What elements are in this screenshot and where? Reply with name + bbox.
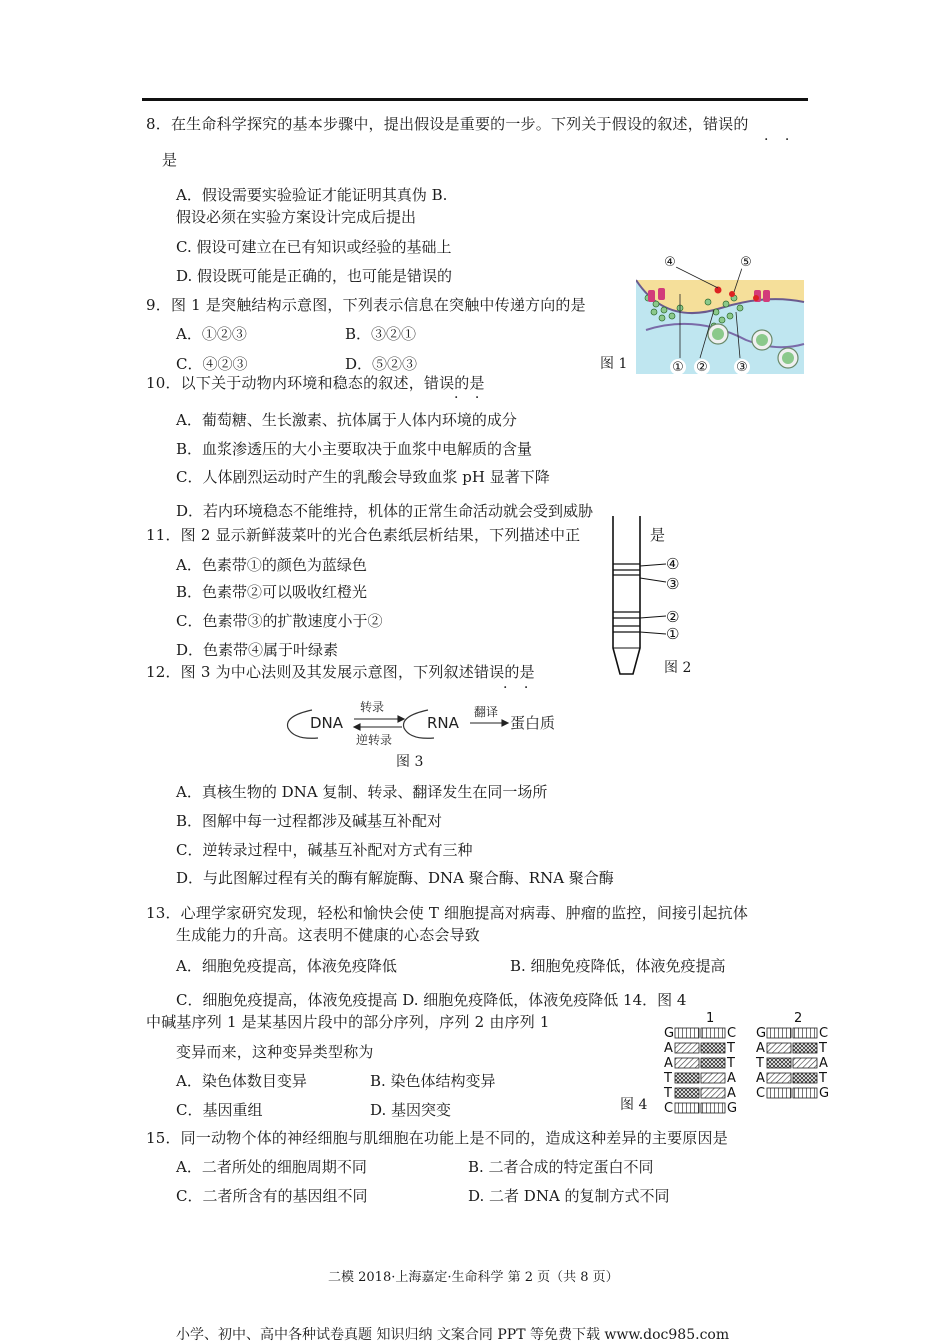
q15-option-a: A．二者所处的细胞周期不同 [176,1158,367,1176]
q13-option-a: A．细胞免疫提高，体液免疫降低 [176,957,397,975]
seq1-base-right: A [727,1071,736,1086]
figure-2-chromatography-diagram [600,508,700,678]
seq2-base-block [767,1028,791,1038]
seq2-base-left: A [756,1041,765,1056]
q10-option-d: D．若内环境稳态不能维持，机体的正常生命活动就会受到威胁 [176,502,594,520]
figure-1-label-5: ⑤ [740,255,752,270]
q12-stem: 12．图 3 为中心法则及其发展示意图，下列叙述错误的是 [146,663,535,681]
figure-3-dna: DNA [310,714,344,732]
seq2-base-left: C [756,1086,766,1101]
seq2-base-block [793,1073,817,1083]
seq2-base-block [793,1043,817,1053]
page-footer: 二模 2018·上海嘉定·生命科学 第 2 页（共 8 页） [328,1270,619,1285]
q15-option-c: C．二者所含有的基因组不同 [176,1187,368,1205]
q13-stem-cont: 生成能力的升高。这表明不健康的心态会导致 [176,926,481,944]
q9-option-d: D．⑤②③ [345,355,418,373]
seq1-base-left: G [664,1026,675,1041]
seq1-base-block [675,1043,699,1053]
seq1-base-block [675,1028,699,1038]
figure-4-header-2: 2 [794,1011,803,1026]
seq1-base-right: T [727,1056,735,1071]
figure-3-reverse-transcription-label: 逆转录 [356,733,393,747]
seq1-base-block [701,1028,725,1038]
seq2-base-left: A [756,1071,765,1086]
seq1-base-right: A [727,1086,736,1101]
seq2-base-right: G [819,1086,830,1101]
seq1-base-block [675,1088,699,1098]
seq2-base-left: G [756,1026,767,1041]
seq2-base-right: C [819,1026,829,1041]
seq2-base-block [793,1058,817,1068]
q10-option-b: B．血浆渗透压的大小主要取决于血浆中电解质的含量 [176,440,533,458]
figure-1-label-2: ② [696,360,708,375]
q14-stem-cont2: 变异而来，这种变异类型称为 [176,1043,374,1061]
download-advert: 小学、初中、高中各种试卷真题 知识归纳 文案合同 PPT 等免费下载 www.doc985.com [176,1327,730,1343]
figure-3-transcription-label: 转录 [360,700,385,714]
figure-2-caption: 图 2 [664,660,692,676]
seq1-base-block [701,1058,725,1068]
q12-option-c: C．逆转录过程中，碱基互补配对方式有三种 [176,841,473,859]
figure-4-base-sequence-diagram [662,1010,842,1118]
seq1-base-left: T [664,1086,672,1101]
seq2-base-block [767,1088,791,1098]
figure-2-label-2: ② [666,608,680,626]
q9-option-b: B．③②① [345,325,417,343]
q11-option-a: A．色素带①的颜色为蓝绿色 [176,556,367,574]
seq1-base-right: G [727,1101,738,1116]
seq1-base-left: T [664,1071,672,1086]
q10-stem: 10．以下关于动物内环境和稳态的叙述，错误的是 [146,374,485,392]
q10-option-a: A．葡萄糖、生长激素、抗体属于人体内环境的成分 [176,411,517,429]
q9-option-a: A．①②③ [176,325,247,343]
q15-option-b: B. 二者合成的特定蛋白不同 [468,1158,654,1176]
q14-stem-cont: 中碱基序列 1 是某基因片段中的部分序列，序列 2 由序列 1 [146,1013,550,1031]
q12-option-b: B．图解中每一过程都涉及碱基互补配对 [176,812,443,830]
q12-emphasis-dots: · · [503,680,535,696]
q9-stem: 9．图 1 是突触结构示意图，下列表示信息在突触中传递方向的是 [146,296,586,314]
seq2-base-right: T [819,1041,827,1056]
q11-stem: 11．图 2 显示新鲜菠菜叶的光合色素纸层析结果，下列描述中正 [146,526,581,544]
seq2-base-right: T [819,1071,827,1086]
seq1-base-block [701,1073,725,1083]
q9-option-c: C．④②③ [176,355,248,373]
seq1-base-block [701,1043,725,1053]
figure-4-header-1: 1 [706,1011,715,1026]
q8-option-c: C. 假设可建立在已有知识或经验的基础上 [176,238,452,256]
seq1-base-block [675,1103,699,1113]
figure-1-label-1: ① [672,360,684,375]
q8-option-d: D. 假设既可能是正确的，也可能是错误的 [176,267,453,285]
figure-2-label-1: ① [666,625,680,643]
q13-stem: 13．心理学家研究发现，轻松和愉快会使 T 细胞提高对病毒、肿瘤的监控，间接引起抗体 [146,904,749,922]
q11-option-b: B．色素带②可以吸收红橙光 [176,583,368,601]
q13-option-cd-line: C．细胞免疫提高，体液免疫提高 D. 细胞免疫降低，体液免疫降低 14．图 4 [176,991,687,1009]
q15-stem: 15．同一动物个体的神经细胞与肌细胞在功能上是不同的，造成这种差异的主要原因是 [146,1129,728,1147]
q8-emphasis-dots: · · [764,132,796,148]
seq2-base-left: T [756,1056,764,1071]
figure-1-caption: 图 1 [600,356,628,372]
seq2-base-right: A [819,1056,828,1071]
q14-option-c: C．基因重组 [176,1101,263,1119]
figure-2-label-4: ④ [666,555,680,573]
seq2-base-block [767,1043,791,1053]
seq1-base-right: C [727,1026,737,1041]
seq2-base-block [793,1028,817,1038]
seq1-base-block [675,1058,699,1068]
seq1-base-left: A [664,1056,673,1071]
q8-option-b: 假设必须在实验方案设计完成后提出 [176,208,417,226]
figure-2-label-3: ③ [666,575,680,593]
q11-option-d: D．色素带④属于叶绿素 [176,641,339,659]
figure-3-protein: 蛋白质 [510,714,556,732]
q14-option-b: B. 染色体结构变异 [370,1072,496,1090]
q14-option-d: D. 基因突变 [370,1101,452,1119]
figure-4-caption: 图 4 [620,1097,648,1113]
figure-1-label-3: ③ [736,360,748,375]
q8-stem: 8．在生命科学探究的基本步骤中，提出假设是重要的一步。下列关于假设的叙述，错误的 [146,115,749,133]
seq2-base-block [793,1088,817,1098]
seq1-base-block [675,1073,699,1083]
figure-3-translation-label: 翻译 [474,705,499,719]
seq2-base-block [767,1073,791,1083]
seq1-base-block [701,1088,725,1098]
seq2-base-block [767,1058,791,1068]
figure-3-central-dogma-diagram [280,694,570,750]
q8-option-a: A．假设需要实验验证才能证明其真伪 B. [176,186,448,204]
figure-3-rna: RNA [427,714,459,732]
q8-stem-cont: 是 [162,151,178,169]
q13-option-b: B. 细胞免疫降低，体液免疫提高 [510,957,726,975]
q15-option-d: D. 二者 DNA 的复制方式不同 [468,1187,670,1205]
figure-1-synapse-diagram [636,252,806,377]
q12-option-a: A．真核生物的 DNA 复制、转录、翻译发生在同一场所 [176,783,548,801]
figure-1-label-4: ④ [664,255,676,270]
figure-3-caption: 图 3 [396,754,424,770]
q11-stem-end: 是 [650,526,666,544]
seq1-base-block [701,1103,725,1113]
q11-option-c: C．色素带③的扩散速度小于② [176,612,383,630]
seq1-base-left: C [664,1101,674,1116]
top-rule [142,98,808,101]
q10-option-c: C．人体剧烈运动时产生的乳酸会导致血浆 pH 显著下降 [176,468,550,486]
q14-option-a: A．染色体数目变异 [176,1072,307,1090]
seq1-base-left: A [664,1041,673,1056]
q12-option-d: D．与此图解过程有关的酶有解旋酶、DNA 聚合酶、RNA 聚合酶 [176,869,614,887]
seq1-base-right: T [727,1041,735,1056]
q10-emphasis-dots: · · [454,390,486,406]
